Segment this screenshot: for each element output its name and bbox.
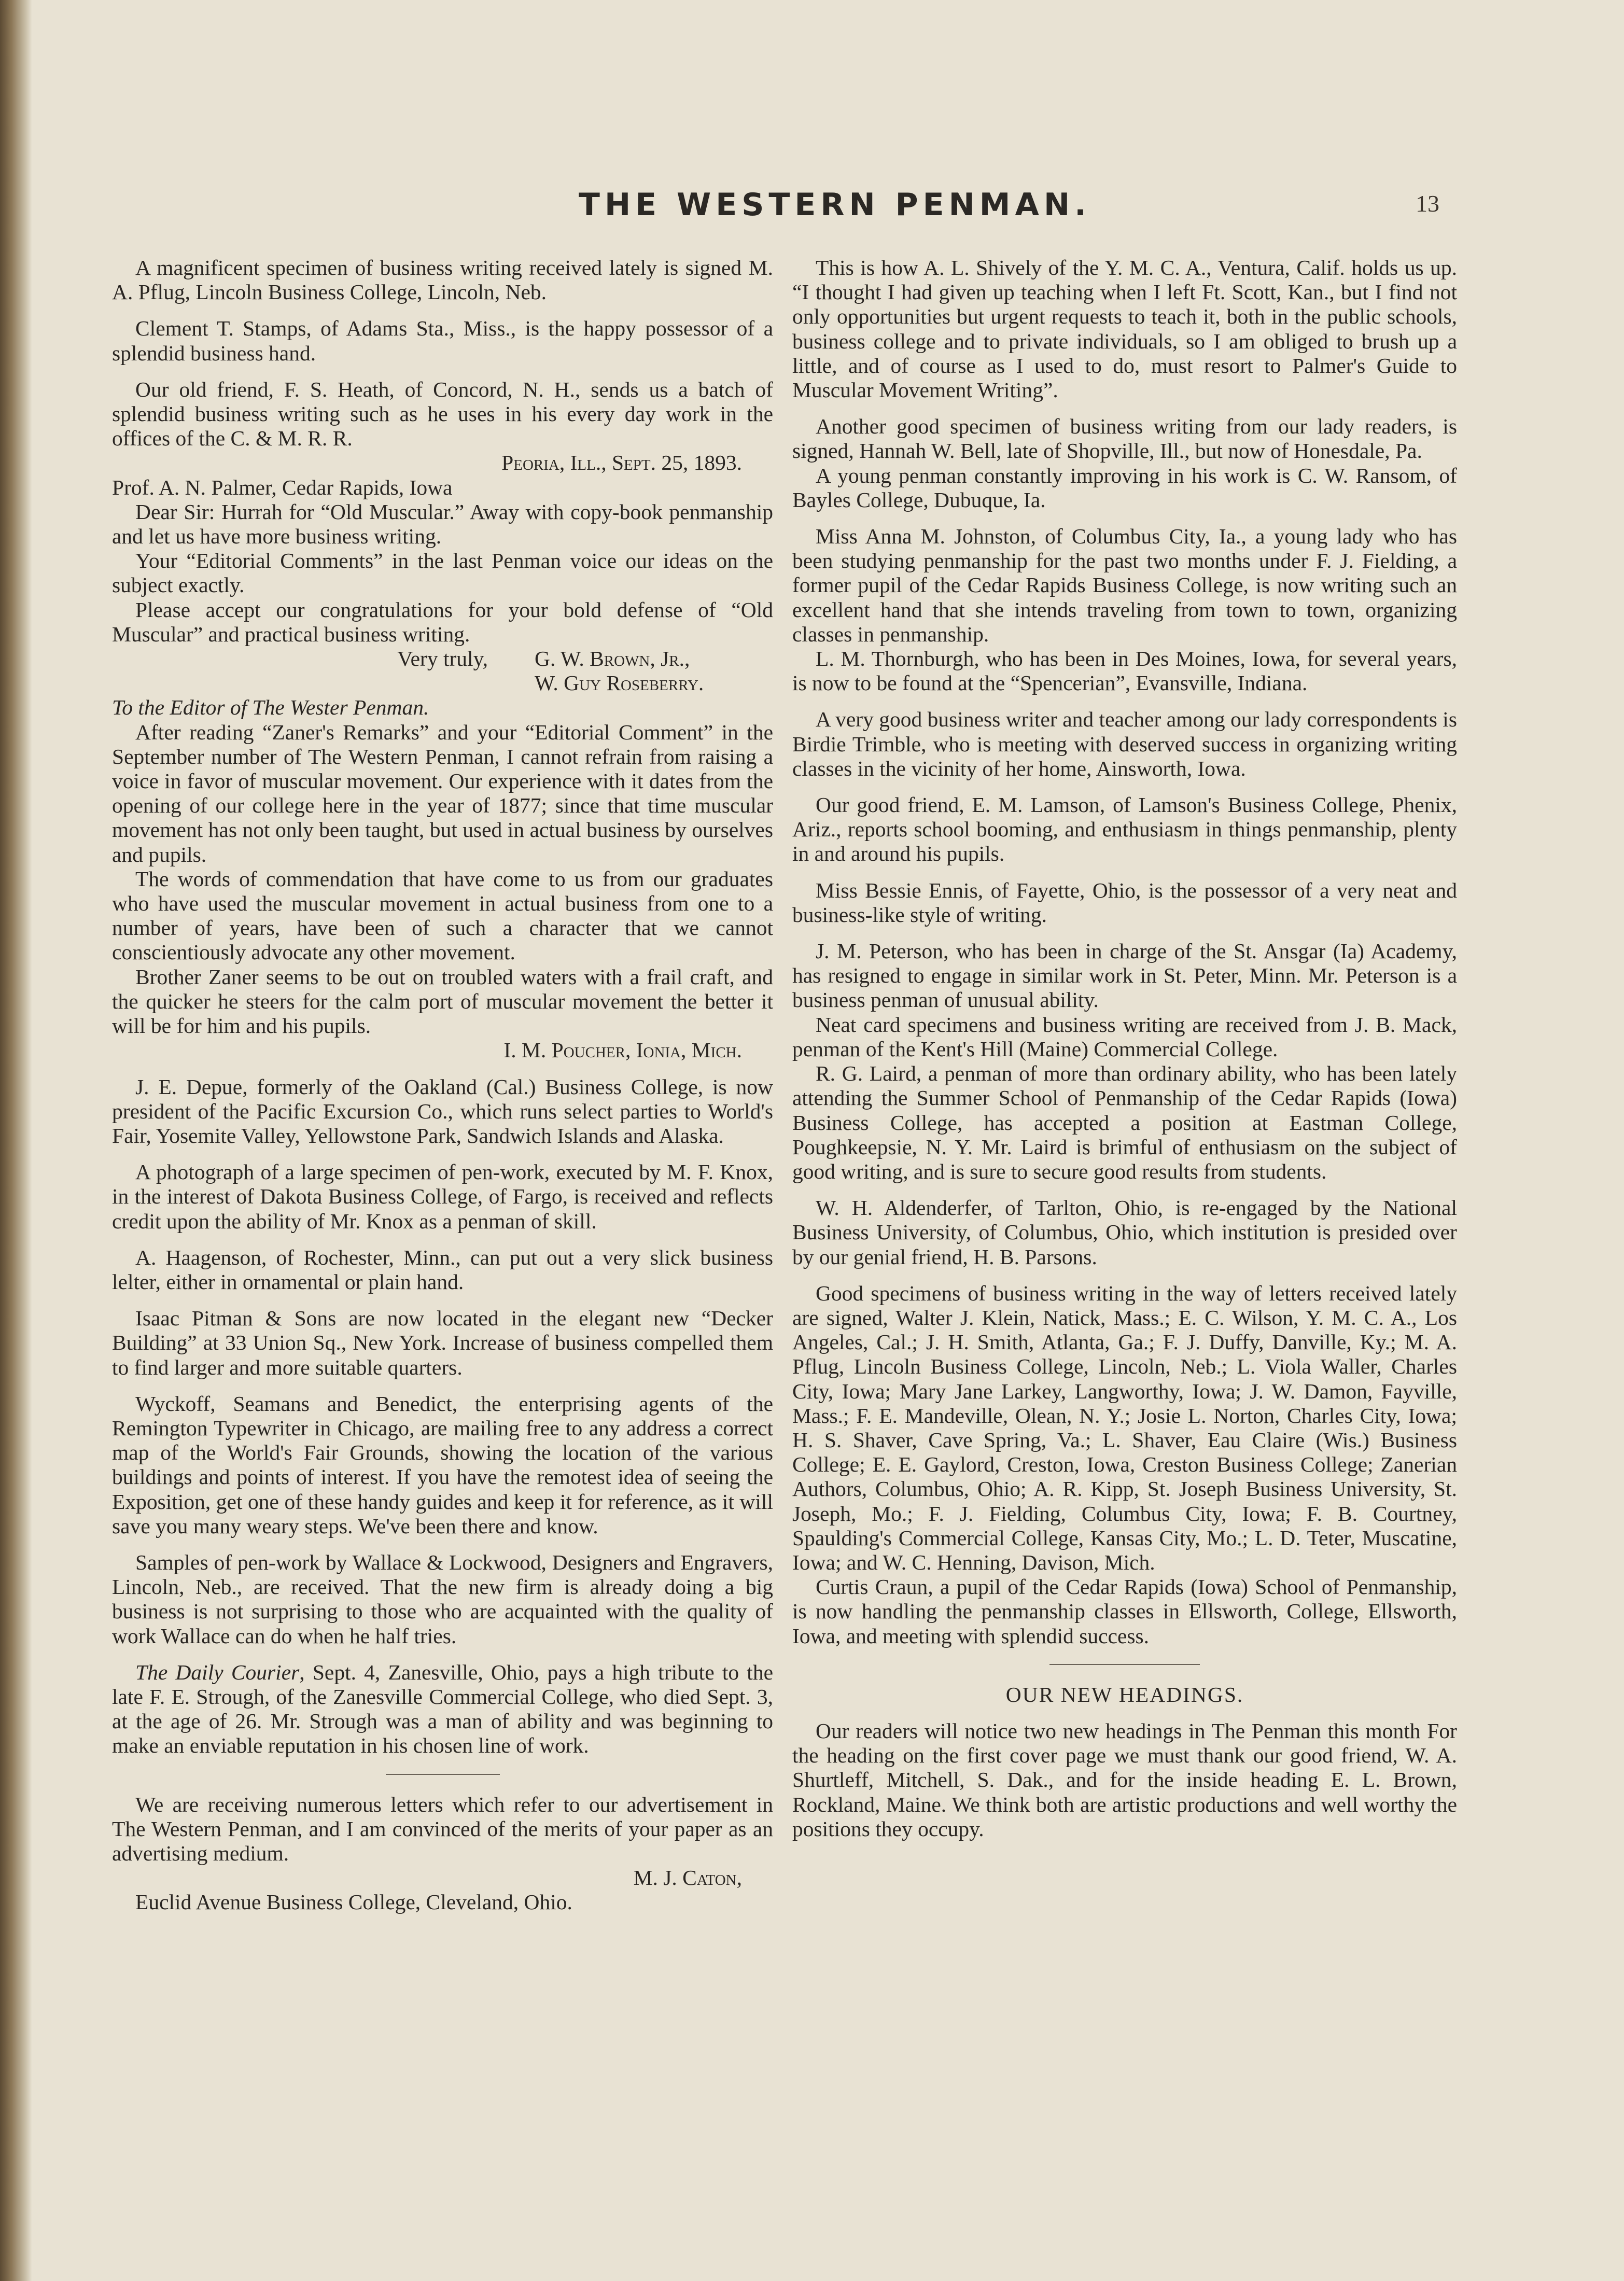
- letter-paragraph: After reading “Zaner's Remarks” and your “Editorial Comment” in the September number of The Western Penman, I cannot refrain from raising a voice in favor of muscular movement. Our experience with it dates from the opening of our college here in the year of 1877; since that time muscular movement has not only been taught, but used in actual business by ourselves and pupils.: [112, 720, 773, 866]
- section-divider: [1049, 1664, 1200, 1665]
- paragraph: A magnificent specimen of business writing received lately is signed M. A. Pflug, Lincoln Business College, Lincoln, Neb.: [112, 256, 773, 304]
- letter-signature: G. W. Brown, Jr.,: [535, 647, 690, 671]
- paragraph: A photograph of a large specimen of pen-work, executed by M. F. Knox, in the interest of Dakota Business College, of Fargo, is received and reflects credit upon the ability of Mr. Knox as a penman of skill.: [112, 1160, 773, 1233]
- page-header: [109, 187, 1457, 228]
- paragraph: Curtis Craun, a pupil of the Cedar Rapids (Iowa) School of Penmanship, is now handling the penmanship classes in Ellsworth, College, Ellsworth, Iowa, and meeting with splendid success.: [792, 1575, 1457, 1648]
- paragraph: Wyckoff, Seamans and Benedict, the enterprising agents of the Remington Typewriter in Chicago, are mailing free to any address a correct map of the World's Fair Grounds, showing the location of the various buildings and points of interest. If you have the remotest idea of seeing the Exposition, get one of these handy guides and keep it for reference, as it will save you many weary steps. We've been there and know.: [112, 1391, 773, 1538]
- letter-closing-2: [112, 671, 773, 695]
- paragraph: [112, 1660, 773, 1758]
- letter-paragraph: Please accept our congratulations for your bold defense of “Old Muscular” and practical business writing.: [112, 597, 773, 646]
- paragraph: J. M. Peterson, who has been in charge of the St. Ansgar (Ia) Academy, has resigned to engage in similar work in St. Peter, Minn. Mr. Peterson is a business penman of unusual ability.: [792, 939, 1457, 1012]
- paragraph: Miss Anna M. Johnston, of Columbus City, Ia., a young lady who has been studying penmanship for the past two months under F. J. Fielding, a former pupil of the Cedar Rapids Business College, is now writing such an excellent hand that she intends traveling from town to town, organizing classes in penmanship.: [792, 524, 1457, 646]
- paragraph: Our good friend, E. M. Lamson, of Lamson's Business College, Phenix, Ariz., reports school booming, and enthusiasm in things penmanship, plenty in and around his pupils.: [792, 793, 1457, 866]
- paragraph: Another good specimen of business writing from our lady readers, is signed, Hannah W. Bell, late of Shopville, Ill., but now of Honesdale, Pa.: [792, 414, 1457, 463]
- book-binding-edge: [0, 0, 32, 2281]
- letter-paragraph: Your “Editorial Comments” in the last Penman voice our ideas on the subject exactly.: [112, 549, 773, 597]
- paragraph: R. G. Laird, a penman of more than ordinary ability, who has been lately attending the Summer School of Penmanship of the Cedar Rapids (Iowa) Business College, has accepted a position at Eastman College, Poughkeepsie, N. Y. Mr. Laird is brimful of enthusiasm on the subject of good writing, and is sure to secure good results from students.: [792, 1061, 1457, 1183]
- paragraph: Samples of pen-work by Wallace & Lockwood, Designers and Engravers, Lincoln, Neb., are received. That the new firm is already doing a big business is not surprising to those who are acquainted with the quality of work Wallace can do when he half tries.: [112, 1550, 773, 1648]
- left-column: [112, 256, 773, 1915]
- right-column: [792, 256, 1457, 1841]
- paragraph: Our old friend, F. S. Heath, of Concord, N. H., sends us a batch of splendid business writing such as he uses in his every day work in the offices of the C. & M. R. R.: [112, 377, 773, 451]
- letter-paragraph: Brother Zaner seems to be out on troubled waters with a frail craft, and the quicker he steers for the calm port of muscular movement the better it will be for him and his pupils.: [112, 964, 773, 1038]
- paragraph: Good specimens of business writing in the way of letters received lately are signed, Walter J. Klein, Natick, Mass.; E. C. Wilson, Y. M. C. A., Los Angeles, Cal.; J. H. Smith, Atlanta, Ga.; F. J. Duffy, Danville, Ky.; M. A. Pflug, Lincoln Business College, Lincoln, Neb.; L. Viola Waller, Charles City, Iowa; Mary Jane Larkey, Langworthy, Iowa; J. W. Damon, Fayville, Mass.; F. E. Mandeville, Olean, N. Y.; Josie L. Norton, Charles City, Iowa; H. S. Shaver, Cave Spring, Va.; L. Shaver, Eau Claire (Wis.) Business College; E. E. Gaylord, Creston, Iowa, Creston Business College; Zanerian Authors, Columbus, Ohio; A. R. Kipp, St. Joseph Business University, St. Joseph, Mo.; F. J. Fielding, Columbus City, Iowa; F. B. Courtney, Spaulding's Commercial College, Kansas City, Mo.; L. D. Teter, Muscatine, Iowa; and W. C. Henning, Davison, Mich.: [792, 1281, 1457, 1574]
- paragraph: We are receiving numerous letters which refer to our advertisement in The Western Penman, and I am convinced of the merits of your paper as an advertising medium.: [112, 1792, 773, 1865]
- letter-signature: W. Guy Roseberry.: [535, 671, 704, 695]
- newspaper-title: The Daily Courier: [135, 1660, 300, 1684]
- paragraph: W. H. Aldenderfer, of Tarlton, Ohio, is re-engaged by the National Business University, of Columbus, Ohio, which institution is presided over by our genial friend, H. B. Parsons.: [792, 1196, 1457, 1269]
- paragraph: Neat card specimens and business writing are received from J. B. Mack, penman of the Kent's Hill (Maine) Commercial College.: [792, 1012, 1457, 1061]
- paragraph: This is how A. L. Shively of the Y. M. C. A., Ventura, Calif. holds us up. “I thought I had given up teaching when I left Ft. Scott, Kan., but I find not only opportunities but urgent requests to teach it, both in the public schools, business college and to private individuals, so I am obliged to brush up a little, and of course as I used to do, must resort to Palmer's Guide to Muscular Movement Writing”.: [792, 256, 1457, 402]
- paragraph: Miss Bessie Ennis, of Fayette, Ohio, is the possessor of a very neat and business-like style of writing.: [792, 878, 1457, 927]
- letter-address: Prof. A. N. Palmer, Cedar Rapids, Iowa: [112, 475, 453, 499]
- paragraph: Our readers will notice two new headings in The Penman this month For the heading on the first cover page we must thank our good friend, W. A. Shurtleff, Mitchell, S. Dak., and for the inside heading E. L. Brown, Rockland, Maine. We think both are artistic productions and well worthy the positions they occupy.: [792, 1718, 1457, 1841]
- letter-paragraph: The words of commendation that have come to us from our graduates who have used the muscular movement in actual business from one to a number of years, have been of such a character that we cannot conscientiously advocate any other movement.: [112, 866, 773, 964]
- paragraph-text: , Sept. 4, Zanesville, Ohio, pays a high tribute to the late F. E. Strough, of the Zanesville Commercial College, who died Sept. 3, at the age of 26. Mr. Strough was a man of ability and was beginning to make an enviable reputation in his chosen line of work.: [112, 1660, 773, 1758]
- signature-organization: Euclid Avenue Business College, Cleveland, Ohio.: [135, 1890, 572, 1914]
- letter-closing: [112, 647, 773, 671]
- letter-place-date: Peoria, Ill., Sept. 25, 1893.: [501, 451, 742, 475]
- letter-salutation: To the Editor of The Wester Penman.: [112, 695, 429, 720]
- paragraph: Clement T. Stamps, of Adams Sta., Miss., is the happy possessor of a splendid business hand.: [112, 316, 773, 365]
- letter-signature: I. M. Poucher, Ionia, Mich.: [503, 1038, 742, 1062]
- section-divider: [386, 1774, 500, 1775]
- letter-paragraph: Dear Sir: Hurrah for “Old Muscular.” Away with copy-book penmanship and let us have more business writing.: [112, 499, 773, 549]
- masthead-title: THE WESTERN PENMAN.: [579, 187, 1091, 223]
- paragraph: A young penman constantly improving in his work is C. W. Ransom, of Bayles College, Dubuque, Ia.: [792, 463, 1457, 512]
- letter-close: Very truly,: [397, 647, 488, 671]
- paragraph: A. Haagenson, of Rochester, Minn., can put out a very slick business lelter, either in ornamental or plain hand.: [112, 1245, 773, 1294]
- section-heading: OUR NEW HEADINGS.: [1005, 1682, 1244, 1706]
- page-number: 13: [1416, 190, 1439, 217]
- paragraph: Isaac Pitman & Sons are now located in the elegant new “Decker Building” at 33 Union Sq., New York. Increase of business compelled them to find larger and more suitable quarters.: [112, 1306, 773, 1379]
- signature: M. J. Caton,: [633, 1866, 742, 1890]
- paragraph: J. E. Depue, formerly of the Oakland (Cal.) Business College, is now president of the Pacific Excursion Co., which runs select parties to World's Fair, Yosemite Valley, Yellowstone Park, Sandwich Islands and Alaska.: [112, 1074, 773, 1148]
- paragraph: A very good business writer and teacher among our lady correspondents is Birdie Trimble, who is meeting with deserved success in organizing writing classes in the vicinity of her home, Ainsworth, Iowa.: [792, 707, 1457, 780]
- paragraph: L. M. Thornburgh, who has been in Des Moines, Iowa, for several years, is now to be found at the “Spencerian”, Evansville, Indiana.: [792, 647, 1457, 695]
